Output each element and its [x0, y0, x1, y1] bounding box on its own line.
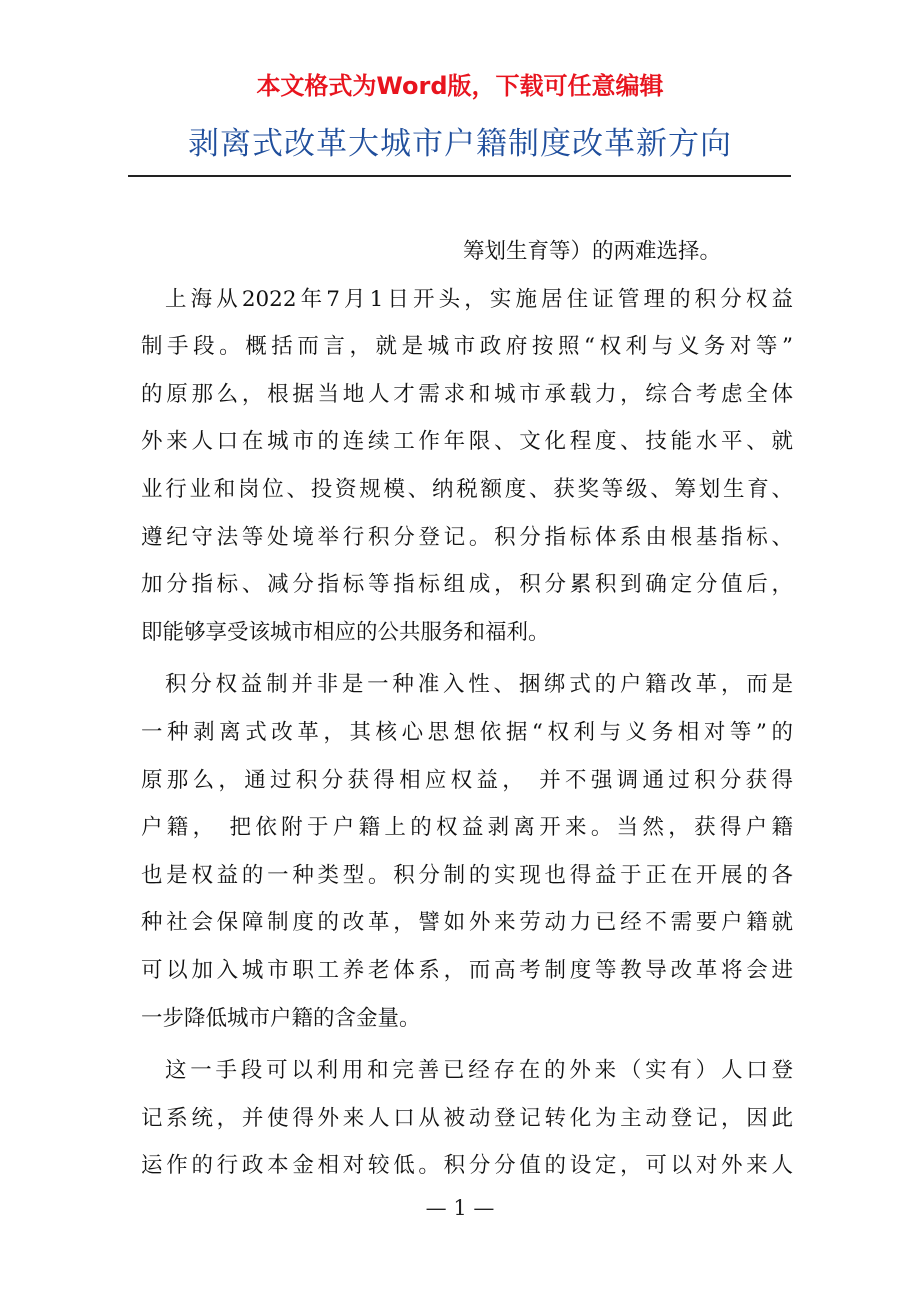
text-line: 积分权益制并非是一种准入性、捆绑式的户籍改革，而是	[165, 672, 793, 698]
paragraph-2	[141, 661, 793, 1042]
text-line: 上海从2022年7月1日开头，实施居住证管理的积分权益	[165, 286, 793, 312]
text-line: 加分指标、减分指标等指标组成，积分累积到确定分值后，	[141, 572, 793, 598]
text-line: 的原那么，根据当地人才需求和城市承载力，综合考虑全体	[141, 381, 793, 407]
document-title: 剥离式改革大城市户籍制度改革新方向	[188, 126, 732, 162]
format-notice: 本文格式为Word版，下载可任意编辑	[256, 72, 664, 100]
document-body	[141, 228, 793, 1190]
text-line: 原那么，通过积分获得相应权益， 并不强调通过积分获得	[141, 767, 793, 793]
text-line: 这一手段可以利用和完善已经存在的外来（实有）人口登	[165, 1058, 793, 1084]
text-line: 外来人口在城市的连续工作年限、文化程度、技能水平、就	[141, 429, 793, 455]
paragraph-3	[141, 1047, 793, 1190]
title-divider	[128, 175, 791, 177]
page-number: — 1 —	[425, 1196, 495, 1220]
text-line: 一步降低城市户籍的含金量。	[141, 1005, 421, 1031]
text-line: 遵纪守法等处境举行积分登记。积分指标体系由根基指标、	[141, 524, 793, 550]
text-line: 制手段。概括而言，就是城市政府按照“权利与义务对等”	[141, 334, 793, 360]
text-line: 也是权益的一种类型。积分制的实现也得益于正在开展的各	[141, 862, 793, 888]
text-line: 业行业和岗位、投资规模、纳税额度、获奖等级、筹划生育、	[141, 476, 793, 502]
text-line: 户籍， 把依附于户籍上的权益剥离开来。当然，获得户籍	[141, 815, 793, 841]
text-line: 即能够享受该城市相应的公共服务和福利。	[141, 619, 550, 645]
text-line: 一种剥离式改革，其核心思想依据“权利与义务相对等”的	[141, 719, 793, 745]
text-line: 记系统，并使得外来人口从被动登记转化为主动登记，因此	[141, 1105, 793, 1131]
text-line: 运作的行政本金相对较低。积分分值的设定，可以对外来人	[141, 1153, 793, 1179]
paragraph-1	[141, 276, 793, 657]
continuation-line: 筹划生育等）的两难选择。	[463, 239, 722, 264]
text-line: 种社会保障制度的改革，譬如外来劳动力已经不需要户籍就	[141, 910, 793, 936]
text-line: 可以加入城市职工养老体系，而高考制度等教导改革将会进	[141, 957, 793, 983]
